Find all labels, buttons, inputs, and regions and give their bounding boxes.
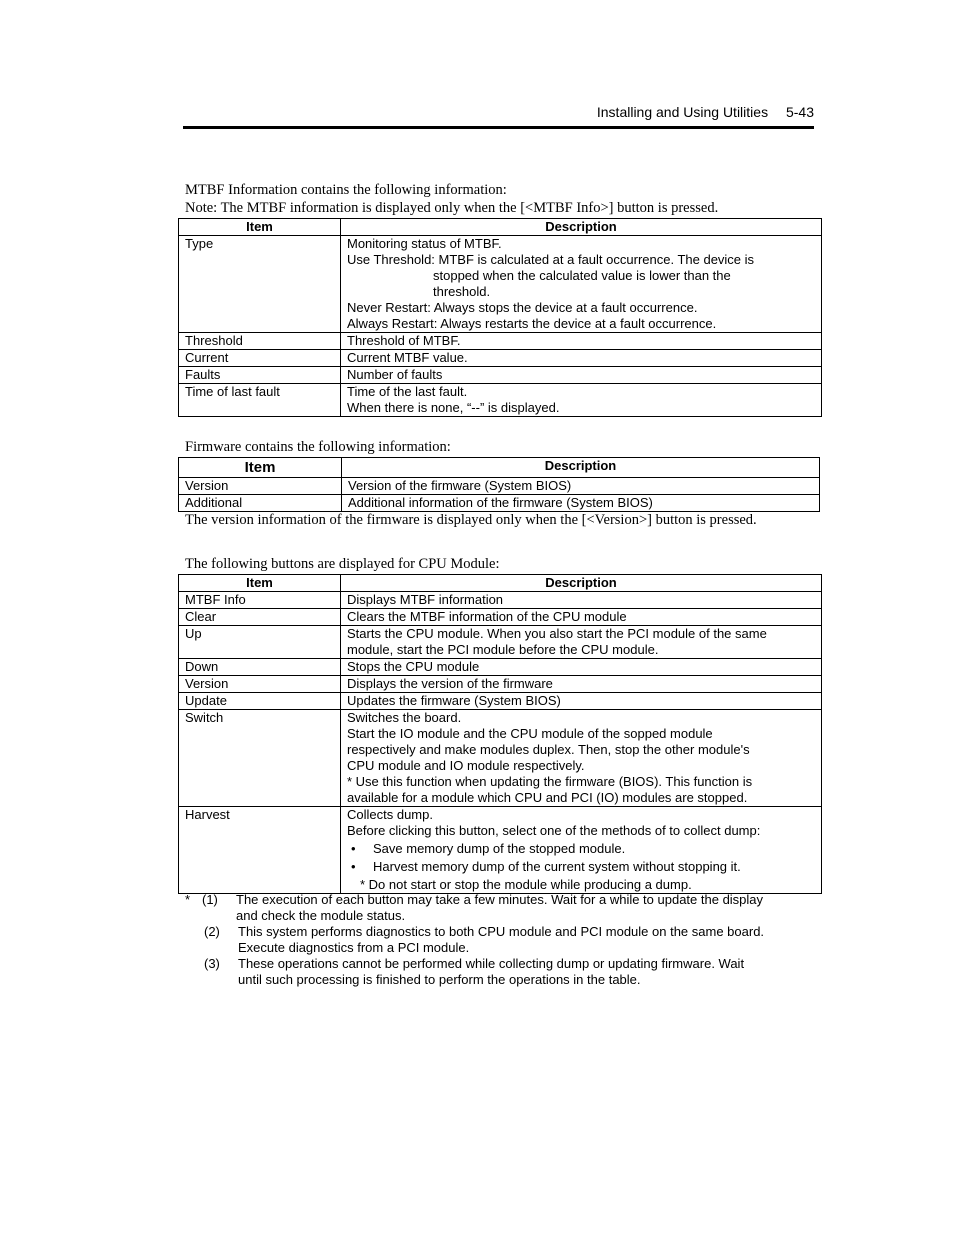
table-row [179,676,822,693]
desc-line: Use Threshold: MTBF is calculated at a fault occurrence. The device is [347,252,755,267]
table-row [179,236,822,333]
item-threshold: Threshold [179,333,341,350]
item-faults: Faults [179,367,341,384]
section-title: Installing and Using Utilities [596,104,769,120]
desc-line: Starts the CPU module. When you also start the PCI module of the same [347,626,767,641]
buttons-table [178,574,822,894]
desc-clear: Clears the MTBF information of the CPU module [341,609,822,626]
footnote-star: * [185,892,191,907]
col-description: Description [342,458,820,478]
table-row [179,626,822,659]
table-row [179,495,820,512]
desc-line: stopped when the calculated value is lower than the [433,268,731,283]
footnote-number: (1) [202,892,218,907]
desc-line: * Use this function when updating the firmware (BIOS). This function is [347,774,753,789]
item-current: Current [179,350,341,367]
item-mtbf-info: MTBF Info [179,592,341,609]
desc-down: Stops the CPU module [341,659,822,676]
table-row [179,478,820,495]
dump-method-list [347,841,815,875]
desc-line: Always Restart: Always restarts the device at a fault occurrence. [347,316,717,331]
item-down: Down [179,659,341,676]
item-type: Type [179,236,341,333]
item-time-of-last-fault: Time of last fault [179,384,341,417]
table-row [179,659,822,676]
desc-mtbf-info: Displays MTBF information [341,592,822,609]
item-clear: Clear [179,609,341,626]
desc-line: threshold. [433,284,491,299]
mtbf-table [178,218,822,417]
desc-time-of-last-fault [341,384,822,417]
desc-line: available for a module which CPU and PCI (IO) modules are stopped. [347,790,748,805]
col-item: Item [179,458,342,478]
table-header-row [179,458,820,478]
desc-update: Updates the firmware (System BIOS) [341,693,822,710]
item-switch: Switch [179,710,341,807]
desc-line: When there is none, “--” is displayed. [347,400,560,415]
desc-line: respectively and make modules duplex. Then, stop the other module's [347,742,750,757]
mtbf-note: Note: The MTBF information is displayed only when the [<MTBF Info>] button is pressed. [185,200,719,216]
desc-up [341,626,822,659]
footnote-2 [185,924,815,956]
desc-line: CPU module and IO module respectively. [347,758,585,773]
item-version: Version [179,676,341,693]
footnote-text: until such processing is finished to perform the operations in the table. [238,972,641,987]
table-row [179,367,822,384]
footnote-number: (3) [204,956,220,971]
item-version: Version [179,478,342,495]
desc-line: Switches the board. [347,710,462,725]
footnote-text: The execution of each button may take a few minutes. Wait for a while to update the display [236,892,764,907]
item-harvest: Harvest [179,807,341,894]
firmware-intro: Firmware contains the following information: [185,439,451,455]
table-row [179,592,822,609]
col-description: Description [341,575,822,592]
footnote-3 [185,956,815,988]
table-row [179,350,822,367]
footnote-1 [185,892,815,924]
desc-line: * Do not start or stop the module while producing a dump. [360,877,692,892]
desc-threshold: Threshold of MTBF. [341,333,822,350]
firmware-table [178,457,820,512]
table-row [179,693,822,710]
desc-faults: Number of faults [341,367,822,384]
table-header-row [179,575,822,592]
item-up: Up [179,626,341,659]
desc-line: Time of the last fault. [347,384,468,399]
table-row [179,384,822,417]
page-number: 5-43 [785,104,814,120]
mtbf-intro: MTBF Information contains the following information: [185,182,507,198]
footnotes [185,892,815,988]
desc-version: Version of the firmware (System BIOS) [342,478,820,495]
desc-current: Current MTBF value. [341,350,822,367]
footnote-text: Execute diagnostics from a PCI module. [238,940,470,955]
footnote-text: This system performs diagnostics to both CPU module and PCI module on the same board. [238,924,765,939]
list-item: • Save memory dump of the stopped module. [373,841,815,857]
desc-line: Start the IO module and the CPU module of the sopped module [347,726,713,741]
desc-harvest [341,807,822,894]
desc-line: Collects dump. [347,807,433,822]
buttons-intro: The following buttons are displayed for CPU Module: [185,556,500,572]
list-item: • Harvest memory dump of the current system without stopping it. [373,859,815,875]
desc-line: Before clicking this button, select one of the methods of to collect dump: [347,823,761,838]
desc-line: Monitoring status of MTBF. [347,236,502,251]
firmware-note: The version information of the firmware is displayed only when the [<Version>] button is pressed. [185,512,757,528]
desc-line: module, start the PCI module before the CPU module. [347,642,659,657]
footnote-text: These operations cannot be performed while collecting dump or updating firmware. Wait [238,956,745,971]
item-additional: Additional [179,495,342,512]
table-row [179,710,822,807]
desc-switch [341,710,822,807]
col-item: Item [179,575,341,592]
col-item: Item [179,219,341,236]
table-row [179,333,822,350]
desc-type [341,236,822,333]
desc-version: Displays the version of the firmware [341,676,822,693]
table-row [179,609,822,626]
desc-line: Never Restart: Always stops the device at a fault occurrence. [347,300,698,315]
page-header [183,104,814,129]
table-header-row [179,219,822,236]
item-update: Update [179,693,341,710]
footnote-text: and check the module status. [236,908,406,923]
table-row [179,807,822,894]
col-description: Description [341,219,822,236]
footnote-number: (2) [204,924,220,939]
desc-additional: Additional information of the firmware (System BIOS) [342,495,820,512]
